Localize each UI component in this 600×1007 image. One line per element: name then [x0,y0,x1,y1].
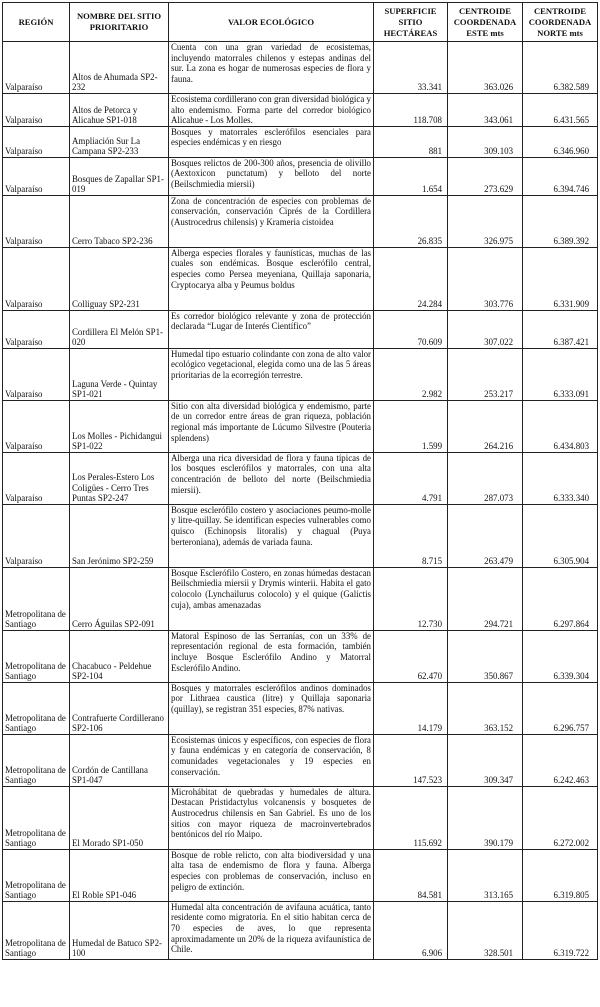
north-coordinate-cell: 6.431.565 [523,94,598,127]
north-coordinate-cell: 6.319.722 [523,901,598,959]
ecological-value-cell: Alberga especies florales y faunísticas, muchas de las cuales son endémicas. Bosque esclerófilo central, especies como Persea meyeniana, Quillaja saponaria, Cryptocarya alba y Peumus boldus [169,247,374,310]
area-cell: 115.692 [374,786,448,849]
east-coordinate-cell: 363.152 [448,682,523,734]
site-name-cell: Contrafuerte Cordillerano SP2-106 [70,682,169,734]
site-name-cell: Chacabuco - Peldehue SP2-104 [70,630,169,682]
north-coordinate-cell: 6.296.757 [523,682,598,734]
table-row [3,400,598,452]
region-cell: Valparaíso [3,195,70,247]
east-coordinate-cell: 307.022 [448,310,523,348]
area-cell: 147.523 [374,734,448,786]
site-name-cell: Cerro Tabaco SP2-236 [70,195,169,247]
north-coordinate-cell: 6.387.421 [523,310,598,348]
east-coordinate-cell: 343.061 [448,94,523,127]
table-row [3,126,598,157]
region-cell: Metropolitana de Santiago [3,786,70,849]
north-coordinate-cell: 6.382.589 [523,42,598,94]
ecological-value-cell: Bosque de roble relicto, con alta biodiversidad y una alta tasa de endemismo de flora y fauna. Alberga especies con problemas de conservación, incluso en peligro de extinción. [169,849,374,901]
region-cell: Metropolitana de Santiago [3,901,70,959]
area-cell: 881 [374,126,448,157]
site-name-cell: Los Perales-Estero Los Coligües - Cerro Tres Puntas SP2-247 [70,452,169,504]
site-name-cell: Bosques de Zapallar SP1-019 [70,157,169,195]
east-coordinate-cell: 273.629 [448,157,523,195]
table-row [3,94,598,127]
east-coordinate-cell: 350.867 [448,630,523,682]
east-coordinate-cell: 263.479 [448,504,523,567]
ecological-value-cell: Bosques relictos de 200-300 años, presencia de olivillo (Aextoxicon punctatum) y belloto del norte (Beilschmiedia miersii) [169,157,374,195]
east-coordinate-cell: 390.179 [448,786,523,849]
site-name-cell: Altos de Petorca y Alicahue SP1-018 [70,94,169,127]
north-coordinate-cell: 6.305.904 [523,504,598,567]
area-cell: 12.730 [374,567,448,630]
header-area: SUPERFICIE SITIO HECTÁREAS [374,3,448,42]
region-cell: Valparaíso [3,126,70,157]
table-row [3,734,598,786]
north-coordinate-cell: 6.434.803 [523,400,598,452]
header-north-coordinate: CENTROIDE COORDENADA NORTE mts [523,3,598,42]
table-row [3,504,598,567]
east-coordinate-cell: 264.216 [448,400,523,452]
table-row [3,247,598,310]
region-cell: Valparaíso [3,400,70,452]
area-cell: 84.581 [374,849,448,901]
north-coordinate-cell: 6.242.463 [523,734,598,786]
table-body [3,42,598,960]
east-coordinate-cell: 309.347 [448,734,523,786]
table-row [3,452,598,504]
site-name-cell: Colliguay SP2-231 [70,247,169,310]
table-row [3,567,598,630]
east-coordinate-cell: 303.776 [448,247,523,310]
area-cell: 62.470 [374,630,448,682]
site-name-cell: San Jerónimo SP2-259 [70,504,169,567]
region-cell: Valparaíso [3,348,70,400]
east-coordinate-cell: 294.721 [448,567,523,630]
east-coordinate-cell: 363.026 [448,42,523,94]
ecological-value-cell: Es corredor biológico relevante y zona de protección declarada “Lugar de Interés Científico” [169,310,374,348]
ecological-value-cell: Ecosistemas únicos y específicos, con especies de flora y fauna endémicas y en categoría de conservación, 8 comunidades vegetacionales y 19 especies en conservación. [169,734,374,786]
table-header-row [3,3,598,42]
priority-sites-table [2,2,598,960]
site-name-cell: Cordón de Cantillana SP1-047 [70,734,169,786]
north-coordinate-cell: 6.331.909 [523,247,598,310]
table-row [3,157,598,195]
area-cell: 26.835 [374,195,448,247]
site-name-cell: Humedal de Batuco SP2-100 [70,901,169,959]
region-cell: Valparaíso [3,452,70,504]
east-coordinate-cell: 253.217 [448,348,523,400]
ecological-value-cell: Ecosistema cordillerano con gran diversidad biológica y alto endemismo. Forma parte del corredor biológico Alicahue - Los Molles. [169,94,374,127]
ecological-value-cell: Bosque Esclerófilo Costero, en zonas húmedas destacan Beilschmiedia miersii y Drymis winterii. Habita el gato colocolo (Lynchailurus colocolo) y el quique (Galictis cuja), ambas amenazadas [169,567,374,630]
ecological-value-cell: Sitio con alta diversidad biológica y endemismo, parte de un corredor entre áreas de gran riqueza, población regional más importante de Lúcumo Silvestre (Pouteria splendens) [169,400,374,452]
site-name-cell: Cerro Águilas SP2-091 [70,567,169,630]
north-coordinate-cell: 6.333.091 [523,348,598,400]
header-region: REGIÓN [3,3,70,42]
area-cell: 14.179 [374,682,448,734]
site-name-cell: El Roble SP1-046 [70,849,169,901]
east-coordinate-cell: 309.103 [448,126,523,157]
region-cell: Valparaíso [3,94,70,127]
site-name-cell: Ampliación Sur La Campana SP2-233 [70,126,169,157]
header-ecological-value: VALOR ECOLÓGICO [169,3,374,42]
table-row [3,348,598,400]
east-coordinate-cell: 313.165 [448,849,523,901]
ecological-value-cell: Cuenta con una gran variedad de ecosistemas, incluyendo matorrales chilenos y estepas andinas del sur. La zona es hogar de numerosas especies de flora y fauna. [169,42,374,94]
ecological-value-cell: Zona de concentración de especies con problemas de conservación, conservación Ciprés de la Cordillera (Austrocedrus chilensis) y Krameria cistoidea [169,195,374,247]
ecological-value-cell: Matoral Espinoso de las Serranías, con un 33% de representación regional de esta formación, también incluye Bosque Esclerófilo Andino y Matorral Esclerófilo Andino. [169,630,374,682]
ecological-value-cell: Humedal tipo estuario colindante con zona de alto valor ecológico vegetacional, elegida como una de las 5 áreas prioritarias de la ecorregión terrestre. [169,348,374,400]
area-cell: 6.906 [374,901,448,959]
table-row [3,849,598,901]
table-row [3,901,598,959]
area-cell: 1.654 [374,157,448,195]
table-row [3,630,598,682]
area-cell: 33.341 [374,42,448,94]
table-row [3,195,598,247]
east-coordinate-cell: 328.501 [448,901,523,959]
north-coordinate-cell: 6.333.340 [523,452,598,504]
east-coordinate-cell: 326.975 [448,195,523,247]
north-coordinate-cell: 6.319.805 [523,849,598,901]
site-name-cell: Cordillera El Melón SP1-020 [70,310,169,348]
table-row [3,682,598,734]
site-name-cell: Los Molles - Pichidangui SP1-022 [70,400,169,452]
north-coordinate-cell: 6.272.002 [523,786,598,849]
region-cell: Metropolitana de Santiago [3,567,70,630]
area-cell: 1.599 [374,400,448,452]
north-coordinate-cell: 6.394.746 [523,157,598,195]
region-cell: Valparaíso [3,42,70,94]
ecological-value-cell: Microhábitat de quebradas y humedales de altura. Destacan Pristidactylus volcanensis y bosquetes de Austrocedrus chilensis en San Gabriel. Es uno de los sitios con mayor riqueza de macroinvertebrados bentónicos del río Maipo. [169,786,374,849]
table-row [3,786,598,849]
header-site-name: NOMBRE DEL SITIO PRIORITARIO [70,3,169,42]
area-cell: 70.609 [374,310,448,348]
ecological-value-cell: Humedal alta concentración de avifauna acuática, tanto residente como migratoria. En el sitio habitan cerca de 70 especies de aves, lo que representa aproximadamente un 20% de la riqueza avifaunística de Chile. [169,901,374,959]
ecological-value-cell: Bosque esclerófilo costero y asociaciones peumo-molle y litre-quillay. Se identifican especies vulnerables como quisco (Echinopsis litoralis) y chagual (Puya berteroniana), además de variada fauna. [169,504,374,567]
region-cell: Metropolitana de Santiago [3,734,70,786]
area-cell: 4.791 [374,452,448,504]
region-cell: Valparaíso [3,310,70,348]
ecological-value-cell: Bosques y matorrales esclerófilos esenciales para especies endémicas y en riesgo [169,126,374,157]
ecological-value-cell: Bosques y matorrales esclerófilos andinos dominados por Lithraea caustica (litre) y Quillaja saponaria (quillay), se registran 351 especies, 87% nativas. [169,682,374,734]
area-cell: 24.284 [374,247,448,310]
north-coordinate-cell: 6.297.864 [523,567,598,630]
east-coordinate-cell: 287.073 [448,452,523,504]
north-coordinate-cell: 6.346.960 [523,126,598,157]
region-cell: Metropolitana de Santiago [3,849,70,901]
north-coordinate-cell: 6.339.304 [523,630,598,682]
table-row [3,42,598,94]
site-name-cell: Laguna Verde - Quintay SP1-021 [70,348,169,400]
region-cell: Valparaíso [3,247,70,310]
site-name-cell: Altos de Ahumada SP2-232 [70,42,169,94]
north-coordinate-cell: 6.389.392 [523,195,598,247]
site-name-cell: El Morado SP1-050 [70,786,169,849]
area-cell: 118.708 [374,94,448,127]
region-cell: Metropolitana de Santiago [3,630,70,682]
table-row [3,310,598,348]
header-east-coordinate: CENTROIDE COORDENADA ESTE mts [448,3,523,42]
area-cell: 8.715 [374,504,448,567]
ecological-value-cell: Alberga una rica diversidad de flora y fauna típicas de los bosques esclerófilos y matorrales, con una alta concentración de belloto del norte (Beilschmiedia miersii). [169,452,374,504]
region-cell: Valparaíso [3,157,70,195]
area-cell: 2.982 [374,348,448,400]
region-cell: Valparaíso [3,504,70,567]
region-cell: Metropolitana de Santiago [3,682,70,734]
